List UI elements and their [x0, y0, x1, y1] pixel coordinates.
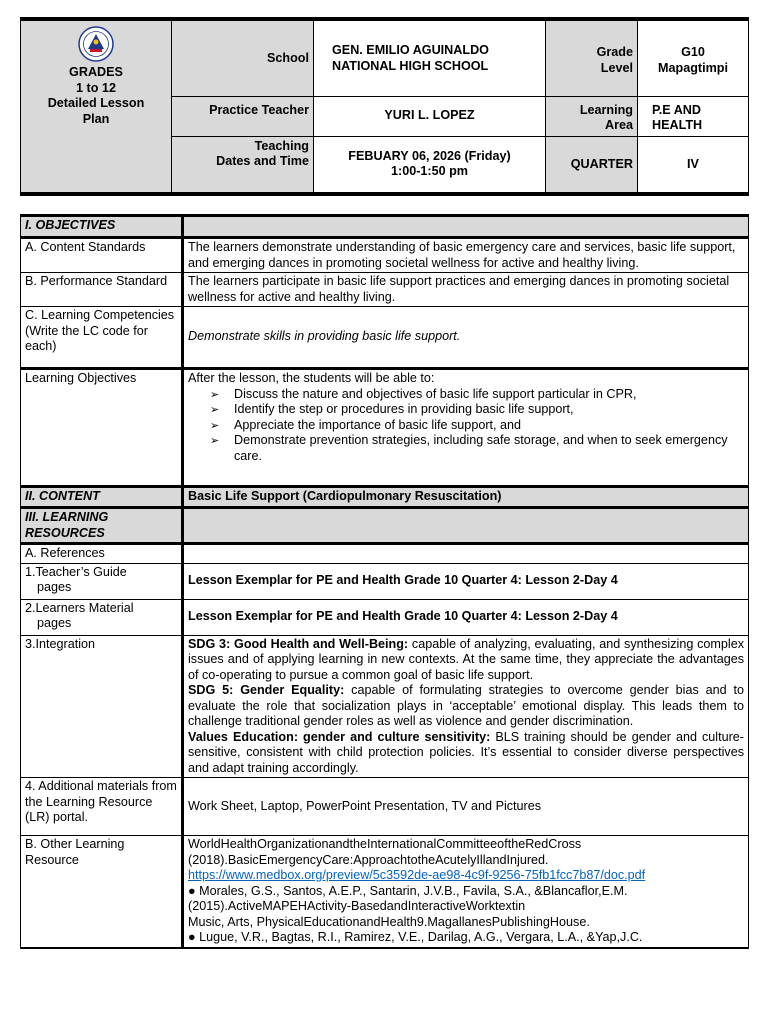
integration-sdg3: SDG 3: Good Health and Well-Being: capable of analyzing, evaluating, and synthesizing complex issues and of applying learning in new contexts. At the same time, they appreciate the advantages of co-operating to pursue a common goal of basic life support. — [188, 636, 744, 682]
learning-objectives-label: Learning Objectives — [21, 369, 183, 487]
additional-materials-value: Work Sheet, Laptop, PowerPoint Presentation, TV and Pictures — [183, 778, 749, 836]
list-item: ➢ Appreciate the importance of basic life support, and — [210, 418, 744, 434]
content-value: Basic Life Support (Cardiopulmonary Resuscitation) — [183, 487, 749, 508]
grades-line-4: Plan — [82, 111, 110, 126]
learning-objectives-list — [188, 387, 744, 465]
references-label: A. References — [21, 544, 183, 564]
reference-link[interactable]: https://www.medbox.org/preview/5c3592de-ae98-4c9f-9256-75fb1fcc7b87/doc.pdf — [188, 868, 646, 882]
dates-value: FEBUARY 06, 2026 (Friday) 1:00-1:50 pm — [314, 136, 546, 194]
performance-standard-value: The learners participate in basic life support practices and emerging dances in promoting societal wellness for active and healthy living. — [183, 273, 749, 307]
other-resource-cell — [183, 836, 749, 948]
resources-heading: III. LEARNING RESOURCES — [21, 508, 183, 544]
integration-cell — [183, 635, 749, 778]
list-item: ➢ Identify the step or procedures in providing basic life support, — [210, 402, 744, 418]
header-table — [20, 17, 749, 196]
content-standards-value: The learners demonstrate understanding of basic emergency care and services, basic life support, and emerging dances in promoting societal wellness for active and healthy living. — [183, 238, 749, 273]
competencies-value: Demonstrate skills in providing basic life support. — [183, 307, 749, 369]
dates-label: Teaching Dates and Time — [172, 136, 314, 194]
school-label: School — [172, 19, 314, 96]
grade-level-value: G10 Mapagtimpi — [638, 19, 749, 96]
grades-line-2: 1 to 12 — [76, 80, 116, 95]
content-standards-label: A. Content Standards — [21, 238, 183, 273]
quarter-label: QUARTER — [546, 136, 638, 194]
reference-line: ● Lugue, V.R., Bagtas, R.I., Ramirez, V.E., Darilag, A.G., Vergara, L.A., &Yap,J.C. — [188, 930, 643, 944]
grades-cell — [21, 19, 172, 194]
performance-standard-label: B. Performance Standard — [21, 273, 183, 307]
grades-line-3: Detailed Lesson — [47, 96, 145, 110]
integration-values: Values Education: gender and culture sensitivity: BLS training should be gender and culture-sensitive, consistent with child protection policies. It’s essential to consider diverse perspectives and adapt training accordingly. — [188, 729, 744, 775]
resources-heading-blank — [183, 508, 749, 544]
teacher-value: YURI L. LOPEZ — [314, 96, 546, 136]
learners-material-label: 2.Learners Material pages — [21, 599, 183, 635]
teachers-guide-value: Lesson Exemplar for PE and Health Grade 10 Quarter 4: Lesson 2-Day 4 — [183, 563, 749, 599]
reference-line: WorldHealthOrganizationandtheInternationalCommitteeoftheRedCross — [188, 837, 582, 851]
integration-sdg5: SDG 5: Gender Equality: capable of formulating strategies to overcome gender bias and to evaluate the role that socialization plays in ‘acceptable’ emotional display. This leads them to challenge traditional gender roles as well as violence and gender discrimination. — [188, 683, 744, 728]
reference-line: (2018).BasicEmergencyCare:ApproachtotheAcutelyIllandInjured. — [188, 852, 549, 867]
learning-area-value: P.E AND HEALTH — [638, 96, 749, 136]
learning-objectives-intro: After the lesson, the students will be able to: — [188, 371, 435, 385]
additional-materials-label: 4. Additional materials from the Learning Resource (LR) portal. — [21, 778, 183, 836]
integration-label: 3.Integration — [21, 635, 183, 778]
reference-line: Music, Arts, PhysicalEducationandHealth9.MagallanesPublishingHouse. — [188, 914, 590, 929]
grades-line-1: GRADES — [69, 65, 123, 79]
other-resource-label: B. Other Learning Resource — [21, 836, 183, 948]
teachers-guide-label: 1.Teacher’s Guide pages — [21, 563, 183, 599]
learning-objectives-cell — [183, 369, 749, 487]
objectives-heading: I. OBJECTIVES — [21, 216, 183, 238]
deped-seal-icon — [74, 25, 118, 63]
quarter-value: IV — [638, 136, 749, 194]
learning-area-label: Learning Area — [546, 96, 638, 136]
objectives-heading-blank — [183, 216, 749, 238]
list-item: ➢ Discuss the nature and objectives of basic life support particular in CPR, — [210, 387, 744, 403]
content-heading: II. CONTENT — [21, 487, 183, 508]
competencies-label: C. Learning Competencies (Write the LC code for each) — [21, 307, 183, 369]
grade-level-label: Grade Level — [546, 19, 638, 96]
lesson-plan-table — [20, 214, 749, 949]
list-item: ➢ Demonstrate prevention strategies, including safe storage, and when to seek emergency care. — [210, 433, 744, 464]
school-value: GEN. EMILIO AGUINALDO NATIONAL HIGH SCHOOL — [314, 19, 546, 96]
references-blank — [183, 544, 749, 564]
reference-line: ● Morales, G.S., Santos, A.E.P., Santarin, J.V.B., Favila, S.A., &Blancaflor,E.M. — [188, 883, 628, 898]
reference-line: (2015).ActiveMAPEHActivity-BasedandInteractiveWorktextin — [188, 899, 526, 913]
teacher-label: Practice Teacher — [172, 96, 314, 136]
learners-material-value: Lesson Exemplar for PE and Health Grade 10 Quarter 4: Lesson 2-Day 4 — [183, 599, 749, 635]
